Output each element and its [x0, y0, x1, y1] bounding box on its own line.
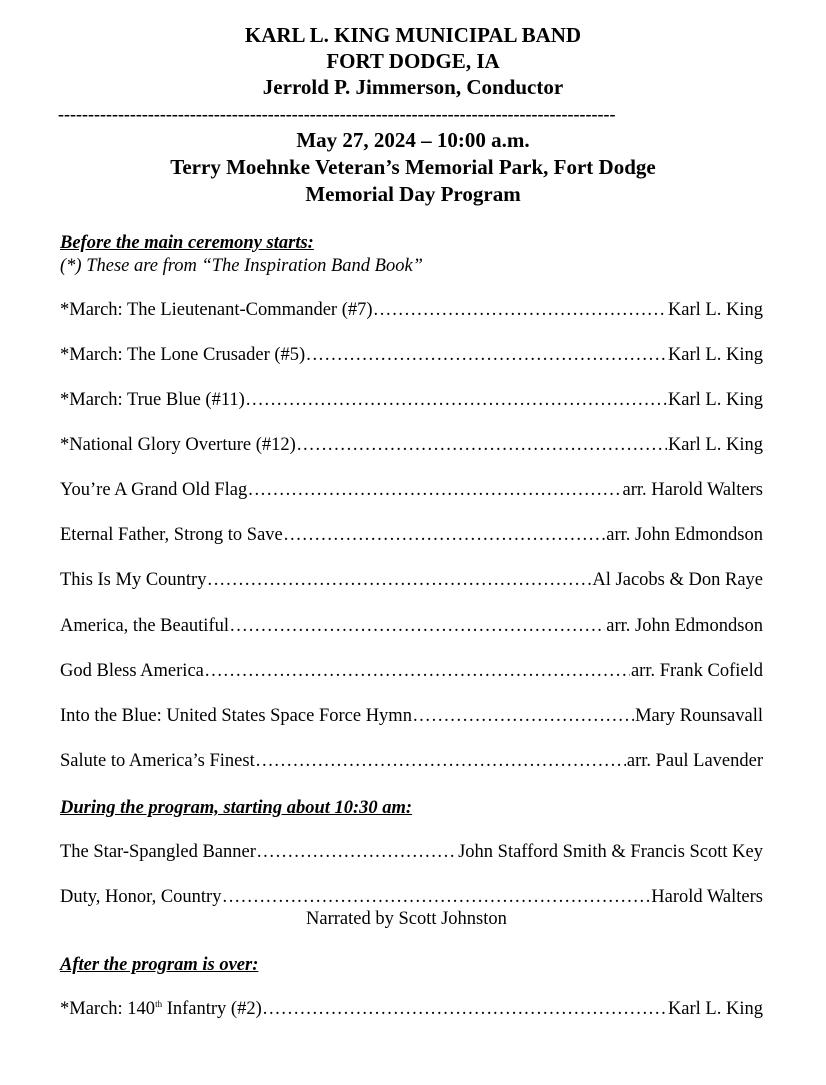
piece-title: *March: The Lone Crusader (#5): [60, 345, 306, 365]
dot-leader: [205, 661, 630, 682]
dot-leader: [374, 300, 667, 321]
conductor-line: Jerrold P. Jimmerson, Conductor: [262, 75, 564, 99]
program-row: [60, 435, 763, 459]
band-location: FORT DODGE, IA: [326, 49, 500, 73]
inspiration-note: (*) These are from “The Inspiration Band Book”: [60, 256, 423, 276]
piece-title: [60, 999, 262, 1020]
header-divider: ---------------------------------------------------------------------------------------------: [58, 104, 616, 124]
program-row: [60, 345, 763, 369]
piece-composer: Al Jacobs & Don Raye: [592, 570, 763, 590]
ordinal-suffix: th: [155, 999, 163, 1009]
program-row: [60, 390, 763, 414]
program-row: [60, 480, 763, 504]
piece-composer: arr. Frank Cofield: [630, 661, 763, 681]
piece-title: Duty, Honor, Country: [60, 887, 222, 907]
dot-leader: [413, 706, 634, 727]
piece-composer: Karl L. King: [667, 300, 763, 320]
piece-title-suffix: Infantry (#2): [162, 999, 262, 1019]
piece-title: *National Glory Overture (#12): [60, 435, 296, 455]
narration-credit: Narrated by Scott Johnston: [306, 909, 507, 929]
piece-composer: Karl L. King: [667, 345, 763, 365]
dot-leader: [246, 390, 667, 411]
dot-leader: [263, 999, 667, 1020]
program-row: [60, 887, 763, 911]
dot-leader: [207, 570, 591, 591]
piece-title: Eternal Father, Strong to Save: [60, 525, 283, 545]
venue: Terry Moehnke Veteran’s Memorial Park, Fort Dodge: [170, 155, 656, 179]
program-row: [60, 616, 763, 640]
piece-composer: arr. John Edmondson: [606, 525, 763, 545]
program-row: [60, 706, 763, 730]
piece-composer: Karl L. King: [667, 390, 763, 410]
piece-title: *March: True Blue (#11): [60, 390, 245, 410]
piece-composer: Karl L. King: [667, 435, 763, 455]
dot-leader: [306, 345, 667, 366]
program-row: [60, 300, 763, 324]
band-name: KARL L. KING MUNICIPAL BAND: [244, 23, 582, 47]
dot-leader: [284, 525, 606, 546]
dot-leader: [248, 480, 621, 501]
piece-composer: John Stafford Smith & Francis Scott Key: [458, 842, 763, 862]
program-row: [60, 661, 763, 685]
piece-composer: Karl L. King: [667, 999, 763, 1019]
piece-title: Into the Blue: United States Space Force Hymn: [60, 706, 412, 726]
piece-title: This Is My Country: [60, 570, 207, 590]
section-heading-after: After the program is over:: [60, 955, 259, 975]
dot-leader: [297, 435, 667, 456]
piece-composer: arr. Harold Walters: [622, 480, 763, 500]
piece-composer: arr. Paul Lavender: [626, 751, 763, 771]
piece-composer: Harold Walters: [651, 887, 763, 907]
piece-composer: arr. John Edmondson: [606, 616, 763, 636]
section-heading-before: Before the main ceremony starts:: [60, 233, 314, 253]
piece-title: God Bless America: [60, 661, 204, 681]
piece-title: You’re A Grand Old Flag: [60, 480, 248, 500]
section-heading-during: During the program, starting about 10:30 am:: [60, 798, 413, 818]
program-row: [60, 842, 763, 866]
piece-title: The Star-Spangled Banner: [60, 842, 256, 862]
piece-title: Salute to America’s Finest: [60, 751, 255, 771]
dot-leader: [257, 842, 457, 863]
piece-title-prefix: *March: 140: [60, 999, 156, 1019]
program-title: Memorial Day Program: [305, 182, 521, 206]
program-row: [60, 751, 763, 775]
date-time: May 27, 2024 – 10:00 a.m.: [296, 128, 530, 152]
program-row: [60, 999, 763, 1023]
dot-leader: [230, 616, 605, 637]
program-row: [60, 525, 763, 549]
piece-composer: Mary Rounsavall: [635, 706, 763, 726]
dot-leader: [222, 887, 650, 908]
dot-leader: [256, 751, 626, 772]
program-row: [60, 570, 763, 594]
piece-title: America, the Beautiful: [60, 616, 230, 636]
piece-title: *March: The Lieutenant-Commander (#7): [60, 300, 373, 320]
